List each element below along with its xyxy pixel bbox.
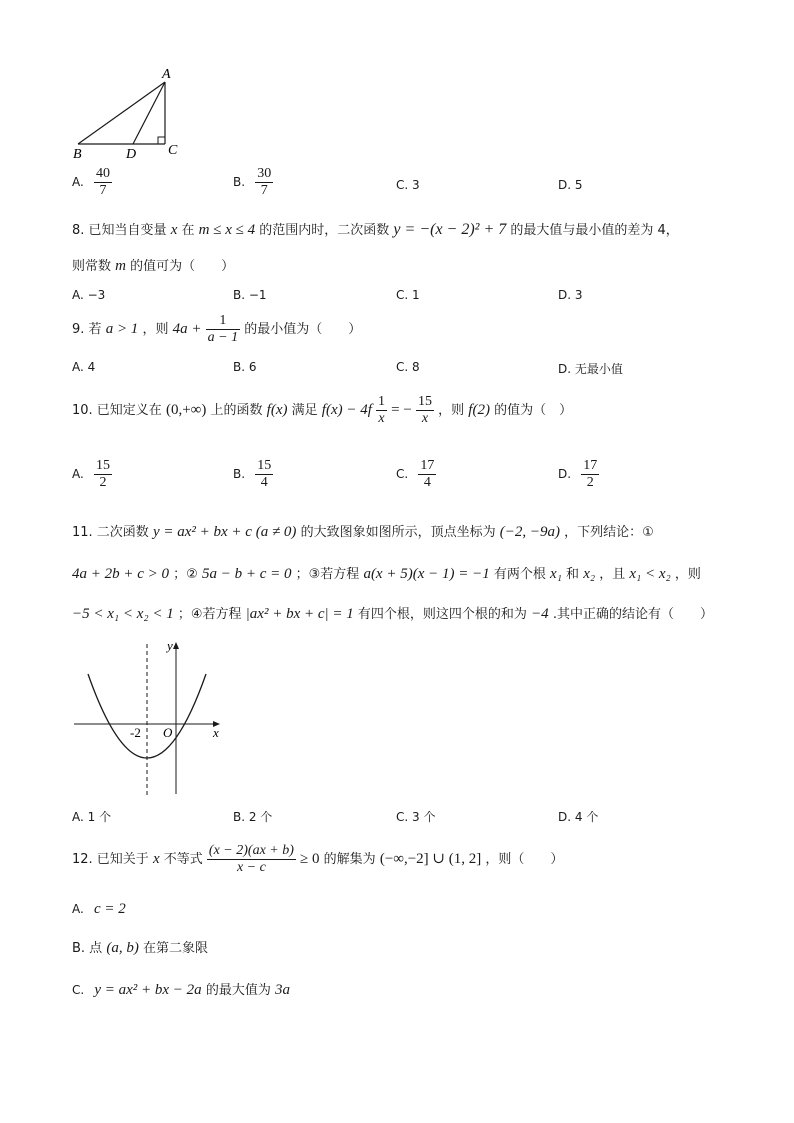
point-expr: (a, b): [106, 940, 139, 956]
option-expr: c = 2: [93, 901, 126, 917]
fraction: [207, 843, 296, 876]
solution-set: (−∞,−2] ∪ (1, 2]: [379, 851, 482, 868]
q7-option-c[interactable]: C. 3: [396, 178, 420, 192]
segment-ad: [133, 82, 165, 144]
origin-label: O: [163, 725, 173, 740]
option-letter: A.: [72, 902, 84, 916]
inequality: −5 < x₁ < x₂ < 1: [72, 606, 174, 622]
text: 和: [566, 567, 580, 582]
denominator: x: [421, 411, 429, 427]
value: −4: [531, 606, 549, 622]
function-expr: y = −(x − 2)² + 7: [393, 221, 507, 238]
text: ；③若方程: [295, 567, 360, 582]
text: B. 点: [72, 941, 103, 956]
text: 的最大值与最小值的差为 4，: [510, 223, 679, 238]
label-d: D: [126, 147, 137, 160]
option-letter: C.: [72, 983, 85, 997]
label-b: B: [73, 147, 82, 160]
text: 的解集为: [323, 852, 376, 868]
vertex-expr: (−2, −9a): [499, 524, 560, 540]
numerator: 15: [94, 458, 112, 475]
fraction: [255, 458, 273, 491]
text: 8. 已知当自变量: [72, 223, 167, 238]
q7-option-a[interactable]: [72, 166, 112, 199]
q10-option-b[interactable]: [233, 458, 273, 491]
equation: |ax² + bx + c| = 1: [245, 606, 354, 622]
fraction: [255, 166, 273, 199]
text: 不等式: [163, 852, 203, 868]
inequality-sign: ≥ 0: [300, 851, 320, 868]
equation: a(x + 5)(x − 1) = −1: [363, 566, 490, 582]
denominator: a − 1: [207, 330, 239, 346]
text: ，则: [674, 567, 701, 582]
y-axis-arrow: [173, 642, 179, 649]
text: 在: [181, 223, 195, 238]
numerator: 1: [376, 394, 387, 411]
denominator: 2: [99, 475, 107, 491]
q9-option-d[interactable]: D. 无最小值: [558, 362, 623, 376]
text: 有两个根: [493, 567, 546, 582]
label-a: A: [162, 67, 171, 82]
text: 的大致图象如图所示，顶点坐标为: [300, 525, 496, 540]
text: 10. 已知定义在: [72, 403, 162, 419]
q8-option-c[interactable]: C. 1: [396, 288, 420, 302]
text: 12. 已知关于: [72, 852, 149, 868]
parabola-graph: [68, 636, 230, 798]
q10-stem: [72, 394, 572, 427]
fraction: [416, 394, 434, 427]
numerator: 1: [206, 313, 240, 330]
numerator: 15: [416, 394, 434, 411]
var-x: x: [152, 851, 160, 868]
root-1: x₁: [550, 566, 562, 582]
triangle-figure: [70, 64, 185, 160]
text: ；④若方程: [177, 607, 242, 622]
y-label: y: [167, 638, 173, 653]
q10-option-c[interactable]: [396, 458, 436, 491]
text: 的最小值为（ ）: [244, 322, 362, 338]
q8-line2: [72, 255, 234, 275]
numerator: (x − 2)(ax + b): [207, 843, 296, 860]
q11-line3: [72, 603, 713, 623]
q11-option-c[interactable]: C. 3 个: [396, 810, 436, 824]
text: 上的函数: [210, 403, 263, 419]
denominator: x − c: [236, 860, 266, 876]
option-letter: D.: [558, 467, 572, 482]
q7-option-b[interactable]: [233, 166, 273, 199]
text: 的值可为（ ）: [130, 259, 235, 274]
q8-option-a[interactable]: A. −3: [72, 288, 106, 302]
numerator: 40: [94, 166, 112, 183]
tick-label-minus2: -2: [130, 725, 141, 740]
fraction: [376, 394, 387, 427]
option-letter: B.: [233, 175, 246, 190]
fraction: [581, 458, 599, 491]
q12-option-b[interactable]: [72, 937, 208, 957]
root-2: x₂: [583, 566, 596, 582]
function-value: f(2): [468, 402, 490, 419]
inequality: 4a + 2b + c > 0: [72, 566, 170, 582]
x-label: x: [213, 725, 219, 740]
text: 在第二象限: [142, 941, 208, 956]
q12-option-c[interactable]: [72, 979, 290, 999]
q12-stem: [72, 843, 563, 876]
domain-expr: (0,+∞): [165, 402, 207, 419]
denominator: x: [378, 411, 385, 427]
fraction: [94, 458, 112, 491]
q10-option-a[interactable]: [72, 458, 112, 491]
var-m: m: [115, 258, 126, 274]
text: 9. 若: [72, 322, 102, 338]
text: ，则: [142, 322, 169, 338]
var-x: x: [170, 222, 178, 238]
inequality: x₁ < x₂: [629, 566, 671, 582]
denominator: 4: [260, 475, 268, 491]
text: .其中正确的结论有（ ）: [552, 607, 713, 622]
label-c: C: [168, 143, 178, 158]
text: 有四个根，则这四个根的和为: [357, 607, 527, 622]
q11-option-d[interactable]: D. 4 个: [558, 810, 599, 824]
option-letter: C.: [396, 467, 409, 482]
text: 的值为（ ）: [494, 403, 573, 419]
equation-part: = −: [391, 402, 412, 419]
text: 则常数: [72, 259, 112, 274]
denominator: 2: [586, 475, 594, 491]
option-letter: B.: [233, 467, 246, 482]
q11-line2: [72, 563, 701, 583]
text: 的最大值为: [205, 983, 271, 998]
text: ，下列结论：①: [564, 525, 654, 540]
q8-option-b[interactable]: B. −1: [233, 288, 267, 302]
q7-option-d[interactable]: D. 5: [558, 178, 583, 192]
range-expr: m ≤ x ≤ 4: [198, 222, 256, 238]
q11-line1: [72, 521, 654, 541]
q9-option-b[interactable]: B. 6: [233, 360, 257, 374]
fraction: [418, 458, 436, 491]
option-letter: A.: [72, 467, 84, 482]
q9-option-c[interactable]: C. 8: [396, 360, 420, 374]
q9-stem: [72, 313, 361, 346]
equation: 5a − b + c = 0: [201, 566, 292, 582]
text: 满足: [291, 403, 318, 419]
denominator: 4: [423, 475, 431, 491]
numerator: 17: [581, 458, 599, 475]
right-angle-mark: [158, 137, 165, 144]
q11-option-a[interactable]: A. 1 个: [72, 810, 112, 824]
q9-option-a[interactable]: A. 4: [72, 360, 96, 374]
equation-part: f(x) − 4f: [321, 402, 372, 419]
numerator: 17: [418, 458, 436, 475]
denominator: 7: [260, 183, 268, 199]
numerator: 15: [255, 458, 273, 475]
fraction: [206, 313, 240, 346]
text: ；②: [173, 567, 198, 582]
text: ，则（ ）: [485, 852, 564, 868]
condition: a > 1: [105, 321, 139, 338]
denominator: 7: [99, 183, 107, 199]
text: ，则: [438, 403, 465, 419]
function-expr: y = ax² + bx − 2a: [94, 982, 202, 998]
function-expr: f(x): [266, 402, 288, 419]
value: 3a: [274, 982, 290, 998]
fraction: [94, 166, 112, 199]
q8-option-d[interactable]: D. 3: [558, 288, 583, 302]
text: 的范围内时，二次函数: [259, 223, 390, 238]
option-letter: A.: [72, 175, 84, 190]
q12-option-a[interactable]: [72, 901, 126, 918]
q8-line1: [72, 219, 679, 239]
side-ab: [78, 82, 165, 144]
q10-option-d[interactable]: [558, 458, 599, 491]
text: 11. 二次函数: [72, 525, 149, 540]
numerator: 30: [255, 166, 273, 183]
text: ，且: [599, 567, 626, 582]
q11-option-b[interactable]: B. 2 个: [233, 810, 273, 824]
expression: 4a +: [172, 321, 202, 338]
function-expr: y = ax² + bx + c (a ≠ 0): [152, 524, 297, 540]
